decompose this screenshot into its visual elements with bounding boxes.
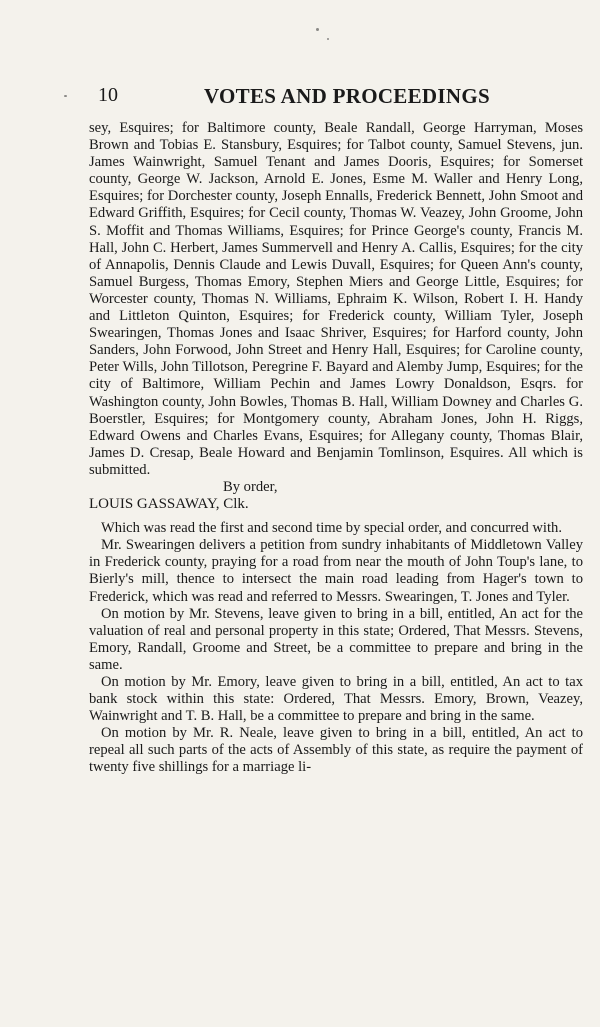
paragraph: On motion by Mr. Stevens, leave given to bring in a bill, entitled, An act for the valuation of real and personal property in this state; Ordered, That Messrs. Stevens, Emory, Randall, Groome and Street, be a committee to prepare and bring in the same.	[89, 605, 583, 673]
ink-speck	[316, 28, 319, 31]
paragraph-gap	[89, 513, 583, 520]
page-number: 10	[98, 84, 118, 106]
running-head: VOTES AND PROCEEDINGS	[204, 84, 490, 108]
by-order-line: By order,	[223, 478, 278, 495]
ink-speck	[327, 38, 329, 40]
committee-list-paragraph: sey, Esquires; for Baltimore county, Beale Randall, George Harryman, Moses Brown and Tobias E. Stansbury, Esquires; for Talbot county, Samuel Stevens, jun. James Wainwright, Samuel Tenant and James Dooris, Esquires; for Somerset county, George W. Jackson, Arnold E. Jones, Esme M. Waller and Henry Long, Esquires; for Dorchester county, Joseph Ennalls, Frederick Bennett, John Smoot and Edward Griffith, Esquires; for Cecil county, Thomas W. Veazey, John Groome, John S. Moffit and Thomas Williams, Esquires; for Prince George's county, Francis M. Hall, John C. Herbert, James Summervell and Henry A. Callis, Esquires; for the city of Annapolis, Dennis Claude and Lewis Duvall, Esquires; for Queen Ann's county, Samuel Burgess, Thomas Emory, Stephen Miers and George Little, Esquires; for Worcester county, Thomas N. Williams, Ephraim K. Wilson, Robert I. H. Handy and Littleton Quinton, Esquires; for Frederick county, William Tyler, Joseph Swearingen, Thomas Jones and Isaac Shriver, Esquires; for Harford county, John Sanders, John Forwood, John Street and Henry Hall, Esquires; for Caroline county, Peter Wills, John Tillotson, Peregrine F. Bayard and Alemby Jump, Esquires; for the city of Baltimore, William Pechin and James Lowry Donaldson, Esqrs. for Washington county, John Bowles, Thomas B. Hall, William Downey and Charles G. Boerstler, Esquires; for Montgomery county, Abraham Jones, John H. Riggs, Edward Owens and Charles Evans, Esquires; for Allegany county, Thomas Blair, James D. Cresap, Beale Howard and Benjamin Tomlinson, Esquires. All which is submitted.	[89, 120, 583, 478]
page-header	[92, 84, 492, 112]
paragraph: On motion by Mr. R. Neale, leave given to bring in a bill, entitled, An act to repeal all such parts of the acts of Assembly of this state, as require the payment of twenty five shillings for a marriage li-	[89, 725, 583, 776]
ink-speck	[64, 95, 67, 97]
clerk-signature: LOUIS GASSAWAY, Clk.	[89, 496, 249, 513]
paragraph: Mr. Swearingen delivers a petition from sundry inhabitants of Middletown Valley in Frederick county, praying for a road from near the mouth of John Toup's lane, to Bierly's mill, thence to intersect the main road leading from Hager's town to Frederick, which was read and referred to Messrs. Swearingen, T. Jones and Tyler.	[89, 537, 583, 605]
paragraph: On motion by Mr. Emory, leave given to bring in a bill, entitled, An act to tax bank stock within this state: Ordered, That Messrs. Emory, Brown, Veazey, Wainwright and T. B. Hall, be a committee to prepare and bring in the same.	[89, 674, 583, 725]
body-text	[89, 120, 583, 777]
paragraph: Which was read the first and second time by special order, and concurred with.	[101, 520, 562, 537]
